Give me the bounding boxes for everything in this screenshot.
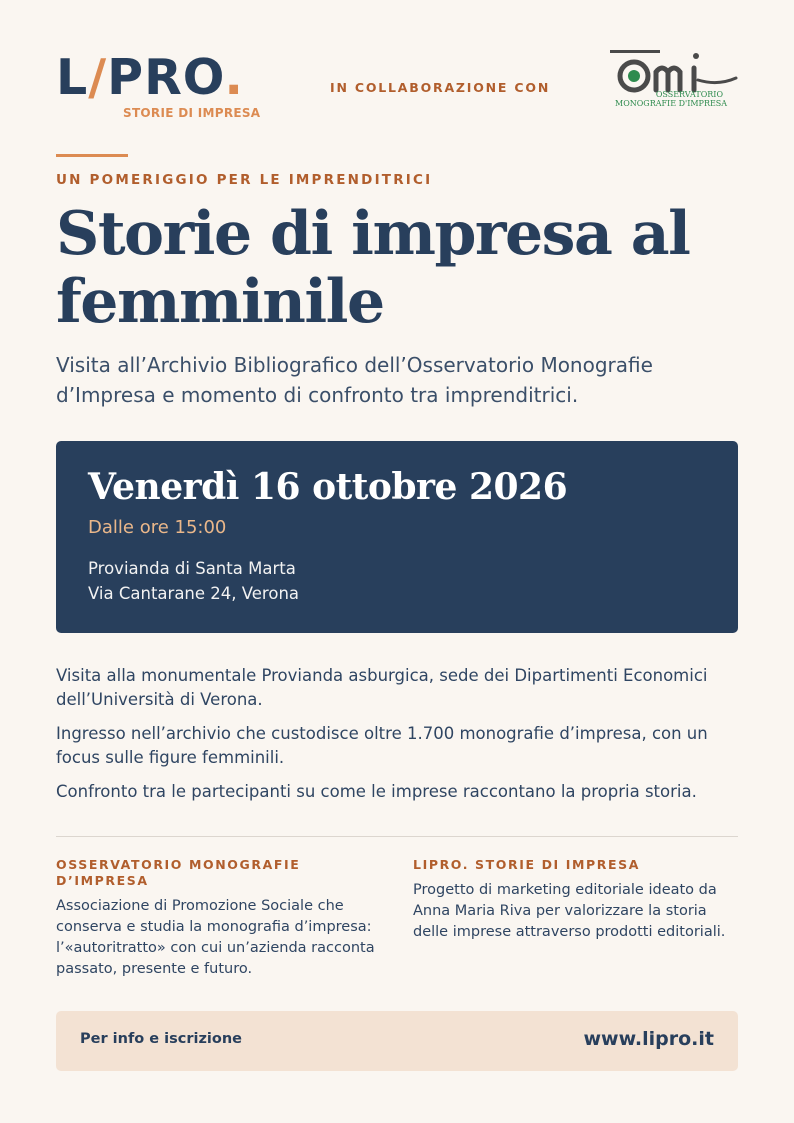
event-time: Dalle ore 15:00 <box>88 517 227 538</box>
detail-paragraph: Ingresso nell’archivio che custodisce oltre 1.700 monografie d’impresa, con un focus sulle figure femminili. <box>56 724 708 767</box>
event-venue: Provianda di Santa Marta <box>88 559 296 578</box>
flyer-page <box>56 0 738 1123</box>
header <box>56 48 738 128</box>
detail-paragraph: Confronto tra le partecipanti su come le imprese raccontano la propria storia. <box>56 782 697 801</box>
event-address: Via Cantarane 24, Verona <box>88 584 300 603</box>
eyebrow-text: UN POMERIGGIO PER LE IMPRENDITRICI <box>56 172 433 188</box>
section-divider <box>56 836 738 837</box>
organizer-lipro <box>413 857 738 943</box>
omi-logo-icon <box>610 50 740 94</box>
event-date: Venerdì 16 ottobre 2026 <box>88 466 568 508</box>
page-subtitle: Visita all’Archivio Bibliografico dell’Osservatorio Monografie d’Impresa e momento di confronto tra imprenditrici. <box>56 353 653 407</box>
omi-logo-subtitle <box>615 90 728 108</box>
accent-rule <box>56 154 128 157</box>
lipro-logo-wordmark: L/PRO. <box>56 49 244 106</box>
organizer-lipro-title: LIPRO. STORIE DI IMPRESA <box>413 857 641 872</box>
omi-subtitle-line1: OSSERVATORIO <box>655 90 723 99</box>
organizer-omi <box>56 857 381 980</box>
lipro-logo <box>56 48 276 128</box>
event-location <box>88 556 299 606</box>
omi-subtitle-line2: MONOGRAFIE D'IMPRESA <box>615 99 728 108</box>
detail-paragraph: Visita alla monumentale Provianda asburgica, sede dei Dipartimenti Economici dell’Università di Verona. <box>56 666 708 709</box>
website-link[interactable]: www.lipro.it <box>583 1028 714 1050</box>
page-title: Storie di impresa al femminile <box>56 199 690 337</box>
lipro-logo-subtitle: STORIE DI IMPRESA <box>123 106 261 120</box>
organizer-omi-text: Associazione di Promozione Sociale che conserva e studia la monografia d’impresa: l’«autoritratto» con cui un’azienda racconta passato, presente e futuro. <box>56 898 375 977</box>
collaboration-label: IN COLLABORAZIONE CON <box>330 80 551 95</box>
omi-logo <box>610 50 740 114</box>
event-box <box>56 441 738 633</box>
event-details <box>56 664 738 814</box>
info-bar <box>56 1011 738 1071</box>
organizer-lipro-text: Progetto di marketing editoriale ideato da Anna Maria Riva per valorizzare la storia delle imprese attraverso prodotti editoriali. <box>413 882 726 940</box>
info-label: Per info e iscrizione <box>80 1031 242 1047</box>
organizer-omi-title: OSSERVATORIO MONOGRAFIE D’IMPRESA <box>56 857 301 888</box>
